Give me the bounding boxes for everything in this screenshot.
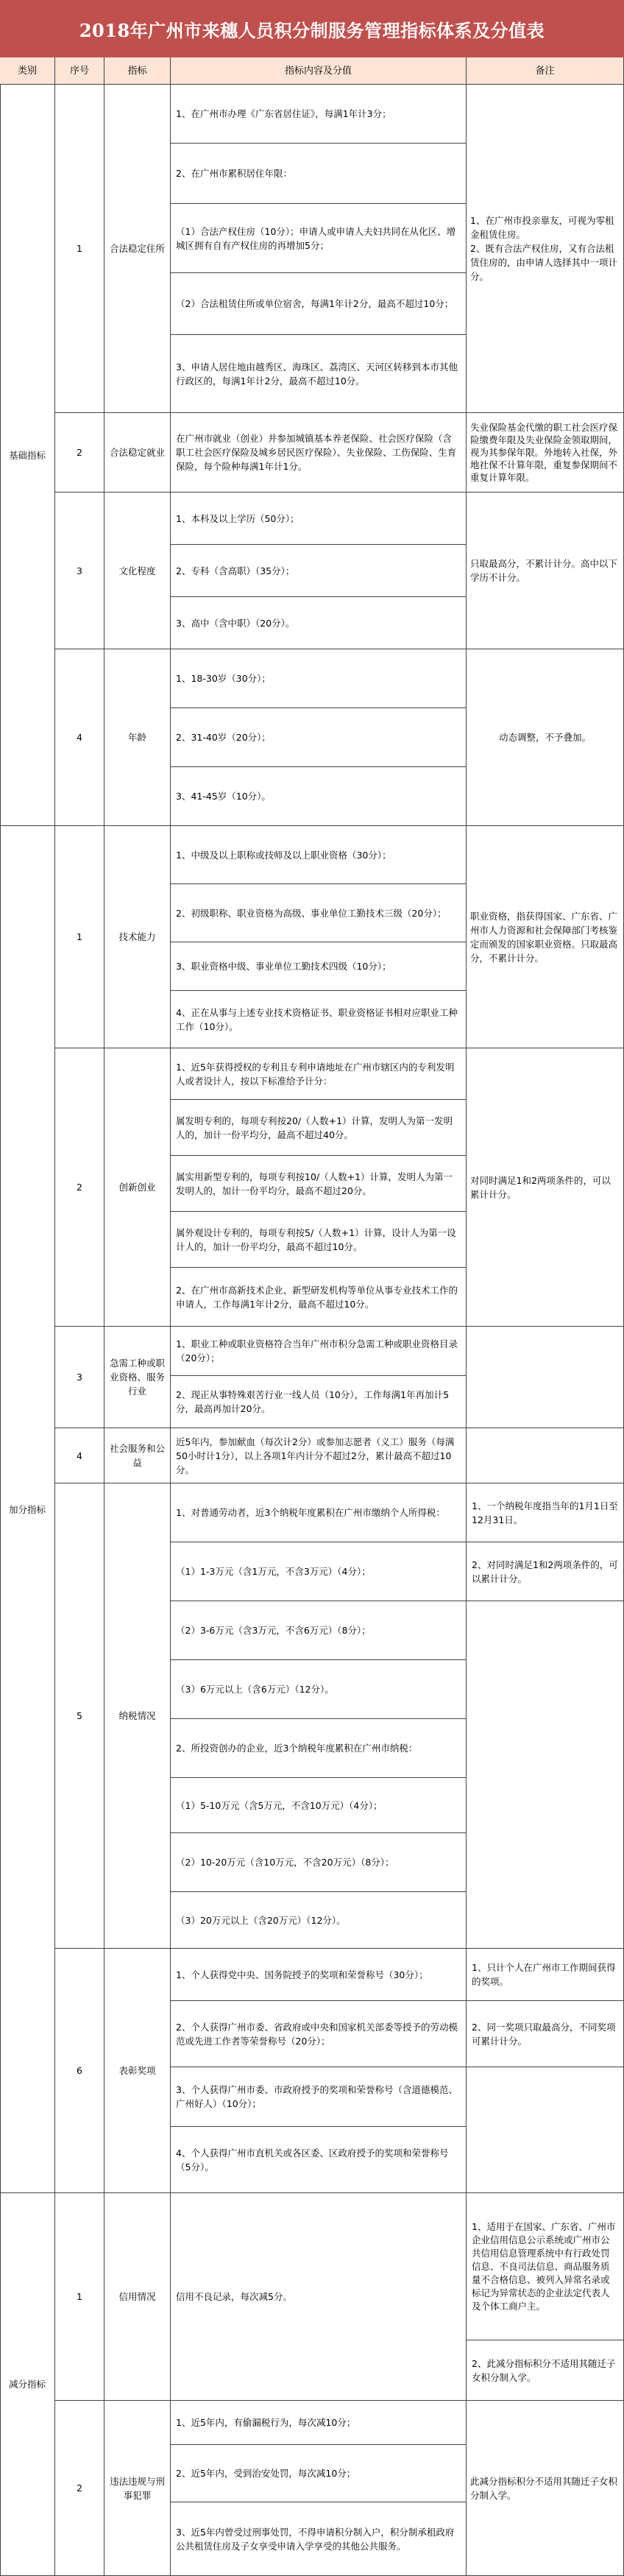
indicator-credit: 信用情况 <box>104 2193 171 2401</box>
row-number: 1 <box>55 85 104 413</box>
content-item: （2）3-6万元（含3万元，不含6万元）（8分）； <box>171 1601 467 1660</box>
content-item: 3、申请人居住地由越秀区、海珠区、荔湾区、天河区转移到本市其他行政区的，每满1年计2分，最高不超过10分。 <box>171 335 467 413</box>
category-basic: 基础指标 <box>0 85 55 826</box>
row-number: 2 <box>55 413 104 493</box>
content-item: 2、在广州市高新技术企业、新型研发机构等单位从事专业技术工作的申请人，工作每满1年计2分，最高不超过10分。 <box>171 1268 467 1327</box>
content-item: 2、专科（含高职）（35分）； <box>171 545 467 597</box>
content-item: 2、在广州市累积居住年限： <box>171 144 467 204</box>
remark-innovation: 对同时满足1和2两项条件的，可以累计计分。 <box>467 1048 624 1327</box>
remark-empty <box>467 1327 624 1428</box>
row-number: 3 <box>55 493 104 649</box>
remark-empty <box>467 2067 624 2193</box>
content-item: （2）合法租赁住所或单位宿舍，每满1年计2分，最高不超过10分； <box>171 273 467 335</box>
remark-empty <box>467 1601 624 1949</box>
remark-credit-1: 1、适用于在国家、广东省、广州市企业信用信息公示系统或广州市公共信用信息管理系统中有行政处罚信息、不良司法信息、商品服务质量不合格信息、被列入异常名录或标记为异常状态的企业法定代表人及个体工商户主。 <box>467 2193 624 2340</box>
content-item: 信用不良记录，每次减5分。 <box>171 2193 467 2401</box>
content-item: 1、近5年获得授权的专利且专利申请地址在广州市辖区内的专利发明人或者设计人，按以下标准给予计分： <box>171 1048 467 1100</box>
header-remark: 备注 <box>467 57 624 85</box>
remark-employment: 失业保险基金代缴的职工社会医疗保险缴费年限及失业保险金领取期间，视为其参保年限。外地转入社保，外地社保不计算年限，重复参保期间不重复计算年限。 <box>467 413 624 493</box>
indicator-skill: 技术能力 <box>104 826 171 1048</box>
content-item: 1、个人获得党中央、国务院授予的奖项和荣誉称号（30分）； <box>171 1949 467 2001</box>
remark-education: 只取最高分，不累计计分。高中以下学历不计分。 <box>467 493 624 649</box>
content-item: 3、近5年内曾受过刑事处罚，不得申请积分制入户，积分制承租政府公共租赁住房及子女享受申请入学享受的其他公共服务。 <box>171 2502 467 2576</box>
content-item: 3、41-45岁（10分）。 <box>171 767 467 826</box>
content-item: 属外观设计专利的，每项专利按5/（人数+1）计算，设计人为第一设计人的，加计一份平均分，最高不超过10分。 <box>171 1212 467 1268</box>
content-item: 1、本科及以上学历（50分）； <box>171 493 467 545</box>
remark-tax-1: 1、一个纳税年度指当年的1月1日至12月31日。 <box>467 1483 624 1542</box>
header-num: 序号 <box>55 57 104 85</box>
content-item: （3）20万元以上（含20万元）（12分）。 <box>171 1892 467 1949</box>
indicator-education: 文化程度 <box>104 493 171 649</box>
content-item: 1、职业工种或职业资格符合当年广州市积分急需工种或职业资格目录（20分）； <box>171 1327 467 1376</box>
content-item: 在广州市就业（创业）并参加城镇基本养老保险、社会医疗保险（含职工社会医疗保险及城乡居民医疗保险）、失业保险、工伤保险、生育保险，每个险种每满1年计1分。 <box>171 413 467 493</box>
content-item: 属发明专利的，每项专利按20/（人数+1）计算，发明人为第一发明人的，加计一份平均分，最高不超过40分。 <box>171 1100 467 1156</box>
content-item: （3）6万元以上（含6万元）（12分）。 <box>171 1660 467 1719</box>
content-item: 1、近5年内，有偷漏税行为，每次减10分； <box>171 2401 467 2445</box>
remark-awards-2: 2、同一奖项只取最高分，不同奖项可累计计分。 <box>467 2001 624 2067</box>
indicator-employment: 合法稳定就业 <box>104 413 171 493</box>
remark-awards-1: 1、只计个人在广州市工作期间获得的奖项。 <box>467 1949 624 2001</box>
row-number: 1 <box>55 826 104 1048</box>
header-content: 指标内容及分值 <box>171 57 467 85</box>
category-bonus: 加分指标 <box>0 826 55 2193</box>
content-item: 1、对普通劳动者，近3个纳税年度累积在广州市缴纳个人所得税： <box>171 1483 467 1542</box>
indicator-housing: 合法稳定住所 <box>104 85 171 413</box>
row-number: 6 <box>55 1949 104 2193</box>
remark-housing: 1、在广州市投亲靠友，可视为零租金租赁住房。 2、既有合法产权住房，又有合法租赁住房的，由申请人选择其中一项计分。 <box>467 85 624 413</box>
remark-credit-2: 2、此减分指标积分不适用其随迁子女积分制入学。 <box>467 2340 624 2401</box>
header-category: 类别 <box>0 57 55 85</box>
page-title: 2018年广州市来穗人员积分制服务管理指标体系及分值表 <box>0 0 624 57</box>
indicator-awards: 表彰奖项 <box>104 1949 171 2193</box>
content-item: 3、职业资格中级、事业单位工勤技术四级（10分）； <box>171 942 467 991</box>
content-item: （2）10-20万元（含10万元，不含20万元）（8分）； <box>171 1833 467 1892</box>
content-item: 1、在广州市办理《广东省居住证》，每满1年计3分； <box>171 85 467 144</box>
indicator-social: 社会服务和公益 <box>104 1428 171 1483</box>
remark-crime: 此减分指标积分不适用其随迁子女积分制入学。 <box>467 2401 624 2576</box>
remark-empty <box>467 1428 624 1483</box>
content-item: 2、所投资创办的企业，近3个纳税年度累积在广州市纳税： <box>171 1719 467 1778</box>
content-item: 4、正在从事与上述专业技术资格证书、职业资格证书相对应职业工种工作（10分）。 <box>171 991 467 1048</box>
indicator-age: 年龄 <box>104 649 171 826</box>
category-deduct: 减分指标 <box>0 2193 55 2576</box>
content-item: （1）合法产权住房（10分）；申请人或申请人夫妇共同在从化区、增城区拥有自有产权住房的再增加5分； <box>171 204 467 273</box>
content-item: （1）5-10万元（含5万元，不含10万元）（4分）； <box>171 1778 467 1833</box>
content-item: 属实用新型专利的，每项专利按10/（人数+1）计算，发明人为第一发明人的，加计一份平均分，最高不超过20分。 <box>171 1156 467 1212</box>
indicator-shortage: 急需工种或职业资格、服务行业 <box>104 1327 171 1428</box>
content-item: 1、中级及以上职称或技师及以上职业资格（30分）； <box>171 826 467 884</box>
content-item: 2、初级职称、职业资格为高级、事业单位工勤技术三级（20分）； <box>171 884 467 942</box>
row-number: 4 <box>55 649 104 826</box>
remark-skill: 职业资格，指获得国家、广东省、广州市人力资源和社会保障部门考核鉴定而颁发的国家职业资格。只取最高分，不累计计分。 <box>467 826 624 1048</box>
indicator-innovation: 创新创业 <box>104 1048 171 1327</box>
content-item: 4、个人获得广州市直机关或各区委、区政府授予的奖项和荣誉称号（5分）。 <box>171 2127 467 2193</box>
header-indicator: 指标 <box>104 57 171 85</box>
content-item: 1、18-30岁（30分）； <box>171 649 467 708</box>
content-item: 近5年内，参加献血（每次计2分）或参加志愿者（义工）服务（每满50小时计1分），以上各项1年内计分不超过2分，累计最高不超过10分。 <box>171 1428 467 1483</box>
content-item: 2、31-40岁（20分）； <box>171 708 467 767</box>
content-item: 2、近5年内，受到治安处罚，每次减10分； <box>171 2445 467 2502</box>
content-item: 3、高中（含中职）（20分）。 <box>171 597 467 649</box>
indicator-crime: 违法违规与刑事犯罪 <box>104 2401 171 2576</box>
indicator-tax: 纳税情况 <box>104 1483 171 1949</box>
row-number: 5 <box>55 1483 104 1949</box>
row-number: 3 <box>55 1327 104 1428</box>
remark-tax-2: 2、对同时满足1和2两项条件的，可以累计计分。 <box>467 1542 624 1601</box>
content-item: 2、现正从事特殊艰苦行业一线人员（10分），工作每满1年再加计5分，最高再加计20分。 <box>171 1376 467 1428</box>
row-number: 2 <box>55 2401 104 2576</box>
row-number: 1 <box>55 2193 104 2401</box>
row-number: 4 <box>55 1428 104 1483</box>
row-number: 2 <box>55 1048 104 1327</box>
content-item: 2、个人获得广州市委、省政府或中央和国家机关部委等授予的劳动模范或先进工作者等荣誉称号（20分）； <box>171 2001 467 2067</box>
content-item: 3、个人获得广州市委、市政府授予的奖项和荣誉称号（含道德模范、广州好人）（10分）； <box>171 2067 467 2127</box>
remark-age: 动态调整，不予叠加。 <box>467 649 624 826</box>
content-item: （1）1-3万元（含1万元，不含3万元）（4分）； <box>171 1542 467 1601</box>
